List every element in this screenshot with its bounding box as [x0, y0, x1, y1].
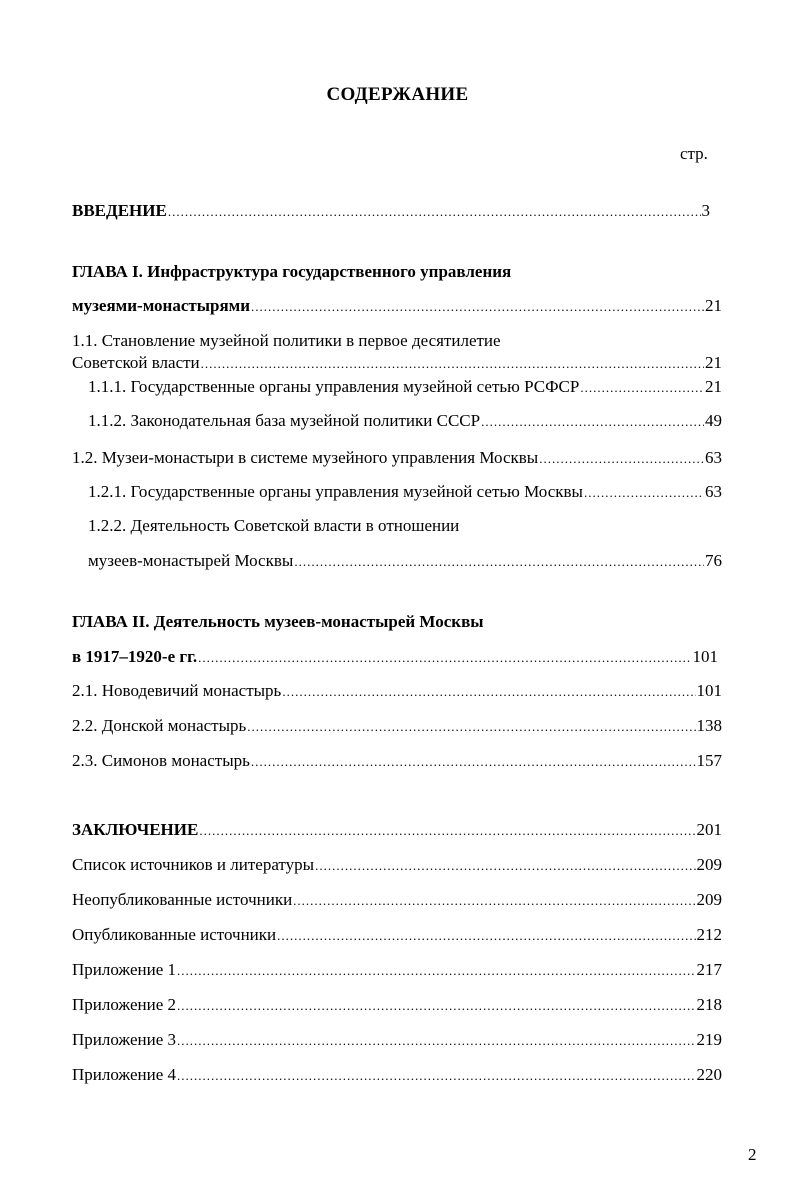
toc-entry-page: 219 — [696, 1030, 722, 1049]
toc-chapter-1-heading: ГЛАВА I. Инфраструктура государственного управления — [72, 262, 512, 281]
toc-entry-label: Приложение 4 — [72, 1065, 176, 1084]
toc-entry-page: 101 — [696, 681, 722, 700]
toc-section-1-1-line: 1.1. Становление музейной политики в первое десятилетие — [72, 331, 501, 350]
toc-section-1-2-2-line: 1.2.2. Деятельность Советской власти в отношении — [88, 516, 460, 535]
toc-leader-dots — [177, 959, 696, 983]
toc-entry-unpublished-sources — [72, 888, 722, 912]
toc-entry-label: 1.1.1. Государственные органы управления музейной сетью РСФСР — [88, 377, 580, 396]
toc-entry-appendix-2 — [72, 993, 722, 1017]
toc-leader-dots — [198, 646, 691, 670]
toc-entry-label: ВВЕДЕНИЕ — [72, 201, 167, 220]
toc-entry-page: 21 — [705, 353, 722, 372]
toc-leader-dots — [315, 854, 695, 878]
toc-entry-section-2-1 — [72, 679, 722, 703]
toc-entry-appendix-4 — [72, 1063, 722, 1087]
toc-entry-label: Список источников и литературы — [72, 855, 315, 874]
toc-entry-section-1-1-2 — [88, 409, 722, 433]
toc-entry-chapter-1 — [72, 294, 722, 318]
toc-entry-published-sources — [72, 923, 722, 947]
toc-leader-dots — [277, 924, 695, 948]
toc-entry-sources — [72, 853, 722, 877]
toc-leader-dots — [539, 447, 704, 471]
toc-entry-label: музеев-монастырей Москвы — [88, 551, 294, 570]
page-number: 2 — [748, 1145, 757, 1164]
toc-leader-dots — [481, 410, 704, 434]
toc-entry-page: 3 — [701, 201, 710, 220]
toc-entry-label: 1.2. Музеи-монастыри в системе музейного управления Москвы — [72, 448, 539, 467]
toc-entry-section-1-1-1 — [88, 375, 722, 399]
toc-chapter-2-heading: ГЛАВА II. Деятельность музеев-монастырей Москвы — [72, 612, 484, 631]
toc-entry-page: 212 — [696, 925, 722, 944]
toc-entry-page: 21 — [705, 377, 722, 396]
toc-entry-section-2-3 — [72, 749, 722, 773]
toc-entry-page: 21 — [705, 296, 722, 315]
toc-leader-dots — [199, 819, 695, 843]
toc-entry-label: 1.1.2. Законодательная база музейной политики СССР — [88, 411, 481, 430]
toc-entry-section-1-2-1 — [88, 480, 722, 504]
toc-entry-label: Приложение 2 — [72, 995, 176, 1014]
toc-leader-dots — [247, 715, 695, 739]
toc-entry-appendix-3 — [72, 1028, 722, 1052]
toc-leader-dots — [177, 1029, 696, 1053]
toc-entry-appendix-1 — [72, 958, 722, 982]
toc-entry-label: ЗАКЛЮЧЕНИЕ — [72, 820, 199, 839]
toc-leader-dots — [168, 200, 701, 224]
toc-entry-label: Приложение 3 — [72, 1030, 176, 1049]
toc-entry-label: 2.1. Новодевичий монастырь — [72, 681, 282, 700]
toc-leader-dots — [294, 550, 704, 574]
toc-entry-page: 63 — [705, 482, 722, 501]
toc-entry-page: 157 — [696, 751, 722, 770]
toc-leader-dots — [177, 994, 696, 1018]
toc-entry-conclusion — [72, 818, 722, 842]
toc-entry-page: 217 — [696, 960, 722, 979]
toc-entry-section-2-2 — [72, 714, 722, 738]
toc-entry-label: музеями-монастырями — [72, 296, 251, 315]
page-title: СОДЕРЖАНИЕ — [326, 84, 469, 105]
toc-leader-dots — [584, 481, 704, 505]
toc-leader-dots — [177, 1064, 696, 1088]
toc-entry-page: 49 — [705, 411, 722, 430]
toc-leader-dots — [251, 750, 696, 774]
toc-entry-page: 76 — [705, 551, 722, 570]
toc-entry-label: Неопубликованные источники — [72, 890, 293, 909]
toc-entry-page: 220 — [696, 1065, 722, 1084]
toc-entry-page: 209 — [696, 855, 722, 874]
toc-entry-page: 209 — [696, 890, 722, 909]
toc-entry-intro — [72, 199, 710, 223]
toc-entry-label: 1.2.1. Государственные органы управления музейной сетью Москвы — [88, 482, 583, 501]
toc-entry-section-1-1 — [72, 351, 722, 375]
toc-entry-label: Приложение 1 — [72, 960, 176, 979]
toc-leader-dots — [293, 889, 695, 913]
page-column-label: стр. — [680, 144, 708, 163]
toc-entry-page: 218 — [696, 995, 722, 1014]
toc-entry-label: Советской власти — [72, 353, 200, 372]
toc-entry-page: 101 — [692, 647, 718, 666]
toc-leader-dots — [201, 352, 704, 376]
toc-entry-section-1-2-2 — [88, 549, 722, 573]
toc-leader-dots — [282, 680, 695, 704]
toc-entry-label: 2.3. Симонов монастырь — [72, 751, 250, 770]
toc-entry-label: Опубликованные источники — [72, 925, 277, 944]
toc-entry-page: 63 — [705, 448, 722, 467]
toc-entry-page: 138 — [696, 716, 722, 735]
toc-entry-chapter-2 — [72, 645, 718, 669]
toc-entry-label: в 1917–1920-е гг. — [72, 647, 198, 666]
toc-leader-dots — [580, 376, 704, 400]
toc-entry-label: 2.2. Донской монастырь — [72, 716, 247, 735]
toc-leader-dots — [251, 295, 704, 319]
toc-entry-page: 201 — [696, 820, 722, 839]
toc-entry-section-1-2 — [72, 446, 722, 470]
